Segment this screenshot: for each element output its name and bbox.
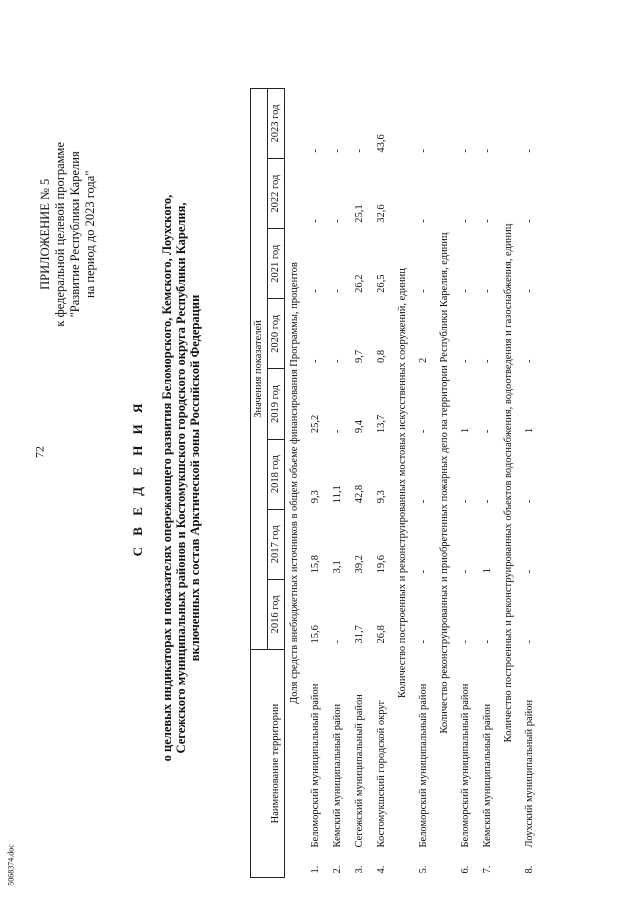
table-cell: 9,3: [376, 490, 387, 504]
year-header: 2022 год: [268, 159, 285, 229]
table-cell: 32,6: [376, 204, 387, 223]
table-cell: -: [460, 569, 471, 574]
row-number: 1.: [310, 865, 321, 874]
table-cell: -: [418, 149, 429, 153]
table-cell: 1: [524, 427, 535, 434]
table-cell: 1: [482, 568, 493, 574]
table-cell: -: [354, 149, 365, 153]
table-cell: -: [482, 219, 493, 223]
table-cell: -: [482, 289, 493, 293]
table-row: [371, 89, 393, 878]
table-cell: 26,5: [376, 274, 387, 293]
table-cell: -: [310, 149, 321, 153]
year-header: 2016 год: [268, 579, 285, 649]
table-cell: -: [482, 149, 493, 153]
table-cell: -: [482, 499, 493, 504]
row-number: 3.: [354, 865, 365, 874]
table-cell: -: [332, 219, 343, 223]
table-cell: -: [460, 359, 471, 363]
table-cell: 42,8: [354, 484, 365, 504]
values-header: Значения показателей: [251, 89, 268, 650]
table-cell: 11,1: [332, 485, 343, 504]
row-number: 5.: [418, 865, 429, 874]
table-cell: -: [310, 359, 321, 363]
row-number: 7.: [482, 865, 493, 874]
table-cell: -: [482, 359, 493, 363]
heading-line-2: Сегежского муниципальных районов и Костомукшского городского округа Республики Карелия,: [174, 202, 188, 754]
table-cell: -: [482, 429, 493, 434]
territory-name: Беломорский муниципальный район: [310, 683, 321, 848]
table-cell: -: [310, 289, 321, 293]
table-cell: -: [418, 569, 429, 574]
year-header: 2020 год: [268, 299, 285, 369]
table-cell: 26,2: [354, 274, 365, 293]
table-cell: 1: [460, 427, 471, 434]
table-cell: 25,1: [354, 204, 365, 223]
indicators-table: [250, 88, 541, 878]
table-cell: -: [524, 569, 535, 574]
table-cell: -: [460, 289, 471, 293]
table-cell: -: [482, 640, 493, 644]
table-cell: -: [418, 499, 429, 504]
territory-name: Кемский муниципальный район: [482, 703, 493, 848]
table-cell: -: [418, 289, 429, 293]
territory-header: Наименование территории: [251, 650, 285, 878]
table-cell: -: [460, 499, 471, 504]
year-header: 2017 год: [268, 509, 285, 579]
table-cell: -: [332, 640, 343, 644]
territory-name: Лоухский муниципальный район: [524, 699, 535, 848]
table-cell: -: [418, 429, 429, 434]
document-title: С В Е Д Е Н И Я: [130, 399, 145, 557]
table-cell: -: [524, 640, 535, 644]
appendix-line-3: "Развитие Республики Карелия: [68, 151, 82, 318]
table-cell: 13,7: [376, 414, 387, 434]
table-row: [455, 89, 477, 878]
document-heading: [130, 58, 202, 898]
table-cell: -: [524, 499, 535, 504]
table-cell: -: [418, 640, 429, 644]
page-number: 72: [32, 446, 47, 458]
table-cell: -: [332, 149, 343, 153]
table-cell: 39,2: [354, 555, 365, 574]
document-sheet: [30, 58, 610, 898]
table-cell: 43,6: [376, 134, 387, 153]
row-number: 2.: [332, 865, 343, 874]
table-row: [519, 89, 541, 878]
heading-line-1: о целевых индикаторах и показателях опережающего развития Беломорского, Кемского, Лоухского,: [160, 194, 174, 762]
row-number: 6.: [460, 865, 471, 874]
appendix-block: [38, 142, 98, 327]
year-header: 2023 год: [268, 89, 285, 159]
table-cell: -: [460, 640, 471, 644]
table-cell: 15,8: [310, 555, 321, 574]
table-cell: 31,7: [354, 625, 365, 644]
table-row: [477, 89, 499, 878]
table-cell: 3,1: [332, 560, 343, 574]
table-cell: 26,8: [376, 625, 387, 644]
year-header: 2021 год: [268, 229, 285, 299]
table-cell: -: [332, 359, 343, 363]
table-cell: 0,8: [376, 349, 387, 363]
appendix-line-4: на период до 2023 года": [83, 170, 97, 299]
table-cell: -: [524, 149, 535, 153]
appendix-line-1: ПРИЛОЖЕНИЕ № 5: [38, 178, 52, 290]
territory-name: Кемский муниципальный район: [332, 703, 343, 848]
section-title: Количество построенных и реконструированных объектов водоснабжения, водоотведения и газоснабжения, единиц: [503, 223, 514, 743]
table-cell: 15,6: [310, 625, 321, 644]
table-cell: -: [418, 219, 429, 223]
section-title: Количество реконструированных и приобретенных пожарных депо на территории Республики Карелия, единиц: [439, 232, 450, 734]
section-title: Доля средств внебюджетных источников в общем объеме финансирования Программы, процентов: [289, 262, 300, 704]
table-cell: 19,6: [376, 555, 387, 574]
file-id: 5068374.doc: [6, 844, 16, 886]
table-cell: -: [524, 289, 535, 293]
table-cell: -: [332, 289, 343, 293]
heading-line-3: включенных в состав Арктической зоны Российской Федерации: [188, 294, 202, 662]
table-row: [349, 89, 371, 878]
table-cell: -: [332, 429, 343, 434]
territory-name: Беломорский муниципальный район: [460, 683, 471, 848]
table-cell: -: [460, 219, 471, 223]
table-row: [413, 89, 435, 878]
table-row: [305, 89, 327, 878]
table-cell: -: [310, 219, 321, 223]
table-row: [327, 89, 349, 878]
table-cell: 9,4: [354, 420, 365, 434]
table-cell: 2: [418, 357, 429, 363]
table-cell: 25,2: [310, 414, 321, 434]
table-cell: -: [524, 359, 535, 363]
year-header: 2019 год: [268, 369, 285, 439]
table-cell: -: [460, 149, 471, 153]
row-number: 4.: [376, 865, 387, 874]
section-title: Количество построенных и реконструированных мостовых искусственных сооружений, единиц: [397, 268, 408, 698]
territory-name: Беломорский муниципальный район: [418, 683, 429, 848]
appendix-line-2: к федеральной целевой программе: [53, 142, 67, 327]
table-cell: -: [524, 219, 535, 223]
row-number: 8.: [524, 865, 535, 874]
year-header: 2018 год: [268, 439, 285, 509]
table-cell: 9,7: [354, 349, 365, 363]
territory-name: Костомукшский городской округ: [376, 700, 387, 848]
territory-name: Сегежский муниципальный район: [354, 694, 365, 848]
table-cell: 9,3: [310, 490, 321, 504]
